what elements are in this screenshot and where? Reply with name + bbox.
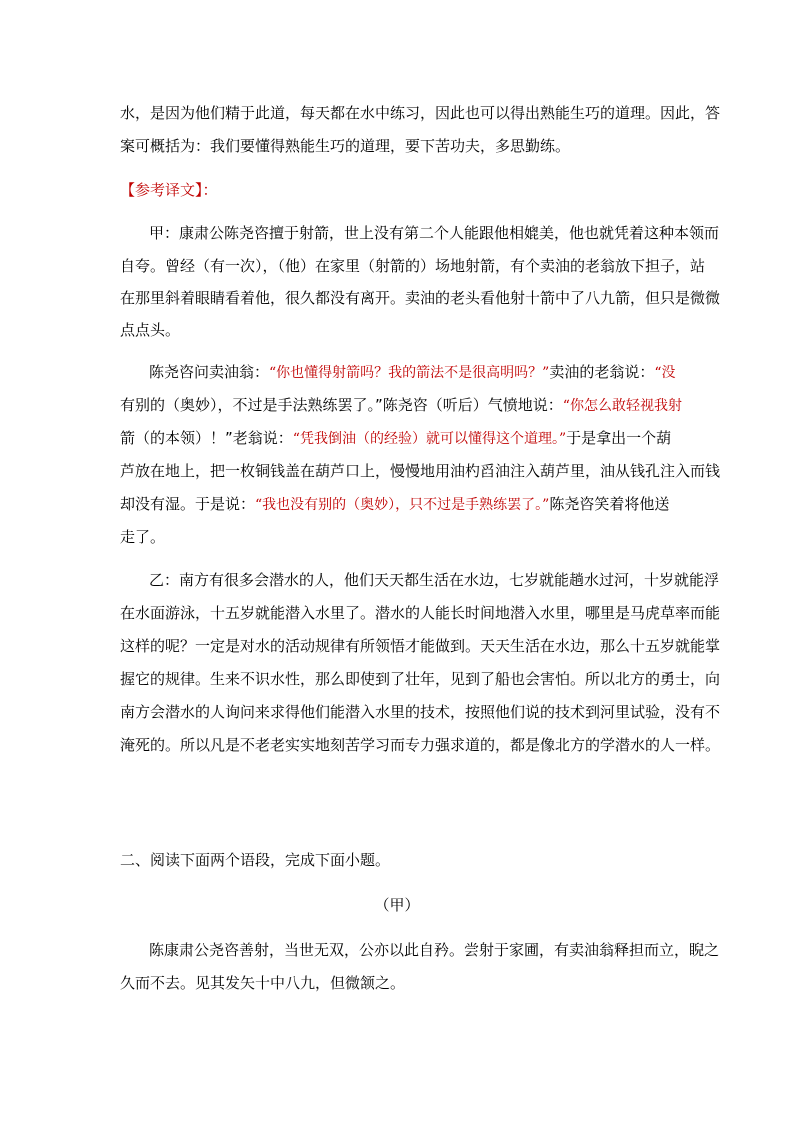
quote-text: “我也没有别的（奥妙），只不过是手熟练罢了。”	[255, 497, 550, 513]
para-chen-line-4: 芦放在地上，把一枚铜钱盖在葫芦口上，慢慢地用油杓舀油注入葫芦里，油从钱孔注入而钱	[120, 462, 721, 480]
chen-text: 有别的（奥妙），不过是手法熟练罢了。”	[120, 396, 383, 414]
para-jia-line-3: 在那里斜着眼睛看着他，很久都没有离开。卖油的老头看他射十箭中了八九箭，但只是微微	[120, 289, 721, 307]
para-jia-line-2: 自夸。曾经（有一次），（他）在家里（射箭的）场地射箭，有个卖油的老翁放下担子，站	[120, 257, 706, 275]
chen-text: 卖油的老翁说：	[549, 363, 655, 381]
para-jia-line-4: 点点头。	[120, 321, 181, 339]
quote-text: “凭我倒油（的经验）就可以懂得这个道理。”	[292, 431, 567, 447]
para-yi-line-1: 乙：南方有很多会潜水的人，他们天天都生活在水边，七岁就能趟水过河，十岁就能浮	[149, 571, 720, 589]
para-chen-line-5	[120, 494, 669, 515]
para-yi-line-5: 南方会潜水的人询问来求得他们能潜入水里的技术，按照他们说的技术到河里试验，没有不	[120, 703, 721, 721]
section-2-heading: 二、阅读下面两个语段，完成下面小题。	[120, 851, 391, 869]
chen-text: 陈尧咨（听后）气愤地说：	[382, 396, 563, 414]
para-chen-line-1	[149, 362, 676, 383]
para-jia-line-1: 甲：康肃公陈尧咨擅于射箭，世上没有第二个人能跟他相媲美，他也就凭着这种本领而	[149, 224, 720, 242]
section-2-line-2: 久而不去。见其发矢十中八九，但微颔之。	[120, 974, 406, 992]
chen-text: 于是拿出一个葫	[566, 429, 672, 447]
reference-translation-heading: 【参考译文】：	[120, 181, 218, 199]
section-2-subtitle: （甲）	[374, 896, 420, 914]
para-chen-line-6: 走了。	[120, 528, 166, 546]
chen-text: 陈尧咨问卖油翁：	[149, 363, 270, 381]
chen-text: 老翁说：	[232, 429, 293, 447]
intro-line-2: 案可概括为：我们要懂得熟能生巧的道理，要下苦功夫，多思勤练。	[120, 137, 571, 155]
para-chen-line-3	[120, 428, 671, 449]
chen-text: 箭（的本领）！”	[120, 429, 233, 447]
intro-line-1: 水，是因为他们精于此道，每天都在水中练习，因此也可以得出熟能生巧的道理。因此，答	[120, 104, 721, 122]
quote-text: “你怎么敢轻视我射	[562, 398, 682, 414]
para-yi-line-2: 在水面游泳，十五岁就能潜入水里了。潜水的人能长时间地潜入水里，哪里是马虎草率而能	[120, 604, 721, 622]
quote-text: “没	[654, 365, 676, 381]
quote-text: “你也懂得射箭吗？我的箭法不是很高明吗？”	[269, 365, 550, 381]
para-yi-line-6: 淹死的。所以凡是不老老实实地刻苦学习而专力强求道的，都是像北方的学潜水的人一样。	[120, 736, 721, 754]
section-2-line-1: 陈康肃公尧咨善射，当世无双，公亦以此自矜。尝射于家圃，有卖油翁释担而立，睨之	[149, 941, 720, 959]
chen-text: 却没有湿。于是说：	[120, 495, 256, 513]
para-yi-line-4: 握它的规律。生来不识水性，那么即使到了壮年，见到了船也会害怕。所以北方的勇士，向	[120, 670, 721, 688]
para-yi-line-3: 这样的呢？一定是对水的活动规律有所领悟才能做到。天天生活在水边，那么十五岁就能掌	[120, 637, 721, 655]
chen-text: 陈尧咨笑着将他送	[549, 495, 670, 513]
para-chen-line-2	[120, 395, 682, 416]
